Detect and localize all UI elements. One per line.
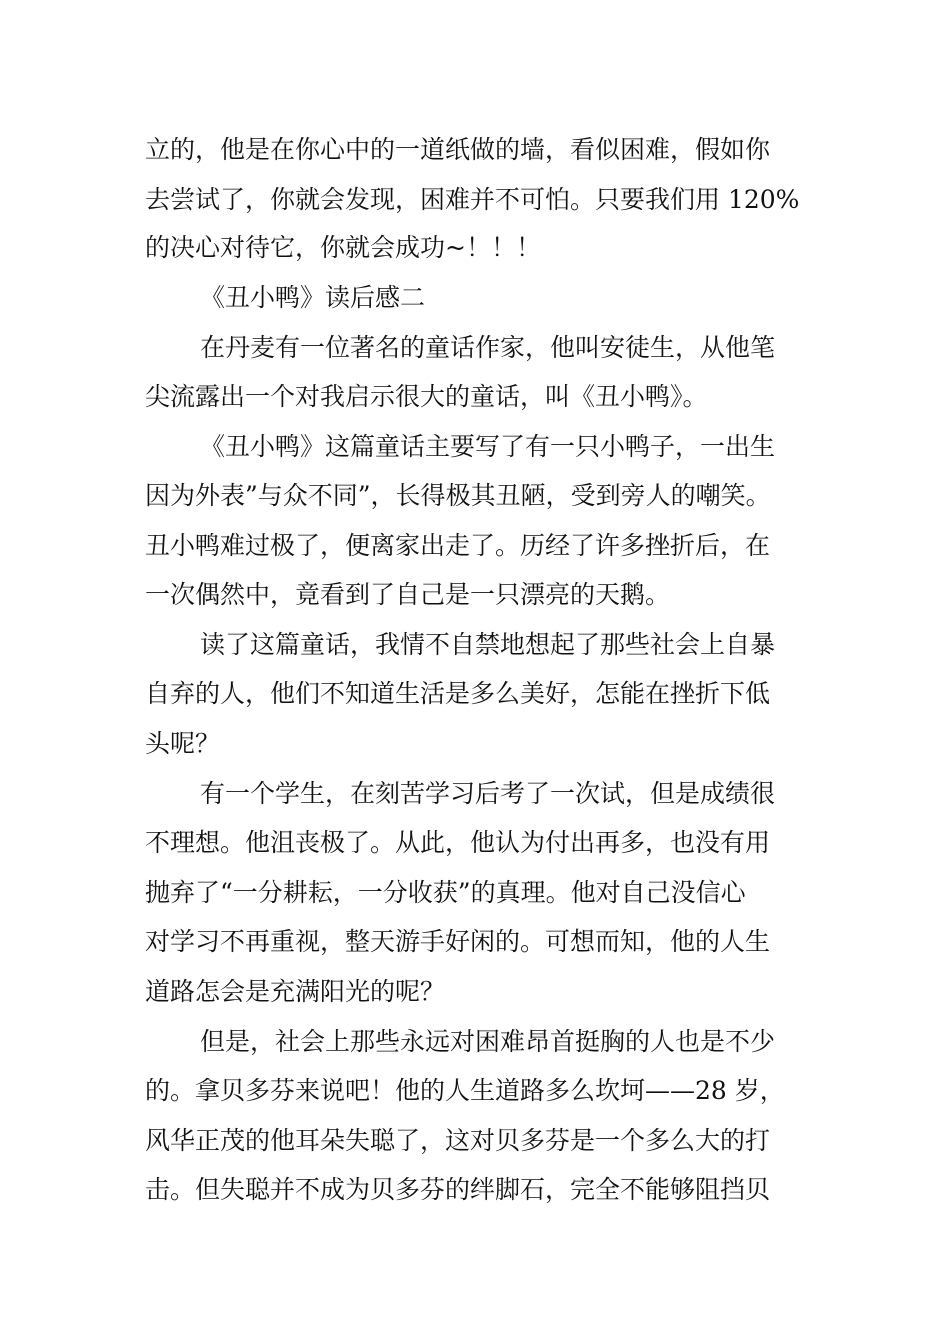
text-line: 《丑小鸭》这篇童话主要写了有一只小鸭子，一出生 [200, 432, 776, 461]
text-line: 抛弃了“一分耕耘，一分收获”的真理。他对自己没信心 [145, 878, 746, 907]
text-line: 不理想。他沮丧极了。从此，他认为付出再多，也没有用 [145, 828, 771, 857]
text-line: 道路怎会是充满阳光的呢？ [145, 977, 446, 1006]
text-line: 因为外表”与众不同”，长得极其丑陋，受到旁人的嘲笑。 [145, 481, 771, 510]
text-line: 有一个学生，在刻苦学习后考了一次试，但是成绩很 [200, 779, 776, 808]
text-line: 尖流露出一个对我启示很大的童话，叫《丑小鸭》。 [145, 382, 708, 411]
text-line: 的。拿贝多芬来说吧！他的人生道路多么坎坷——28 岁， [145, 1076, 785, 1105]
section-heading: 《丑小鸭》读后感二 [200, 283, 426, 312]
text-line: 但是，社会上那些永远对困难昂首挺胸的人也是不少 [200, 1027, 776, 1056]
text-line: 立的，他是在你心中的一道纸做的墙，看似困难，假如你 [145, 135, 771, 164]
text-line: 对学习不再重视，整天游手好闲的。可想而知，他的人生 [145, 927, 771, 956]
text-line: 读了这篇童话，我情不自禁地想起了那些社会上自暴 [200, 630, 776, 659]
text-line: 丑小鸭难过极了，便离家出走了。历经了许多挫折后，在 [145, 531, 771, 560]
text-line: 击。但失聪并不成为贝多芬的绊脚石，完全不能够阻挡贝 [145, 1175, 771, 1204]
text-line: 头呢？ [145, 729, 221, 758]
text-line: 在丹麦有一位著名的童话作家，他叫安徒生，从他笔 [200, 333, 776, 362]
text-line: 风华正茂的他耳朵失聪了，这对贝多芬是一个多么大的打 [145, 1126, 771, 1155]
text-line: 一次偶然中，竟看到了自己是一只漂亮的天鹅。 [145, 580, 671, 609]
text-line: 的决心对待它，你就会成功~！！！ [145, 233, 541, 262]
text-line: 自弃的人，他们不知道生活是多么美好，怎能在挫折下低 [145, 679, 771, 708]
text-line: 去尝试了，你就会发现，困难并不可怕。只要我们用 120% [145, 185, 800, 214]
